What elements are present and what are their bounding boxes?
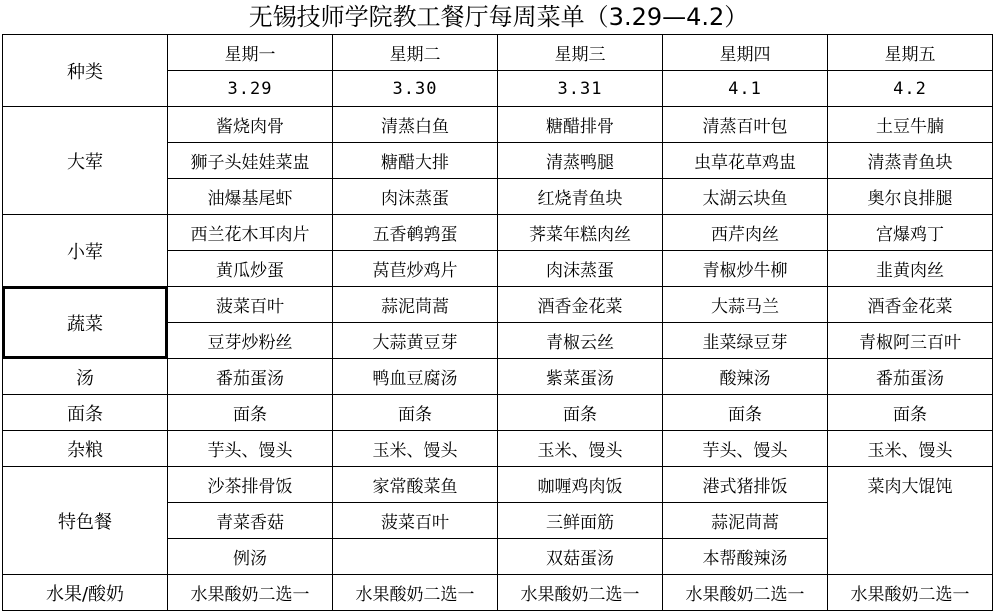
dish-cell: 肉沫蒸蛋 — [498, 251, 663, 287]
dish-cell: 肉沫蒸蛋 — [333, 179, 498, 215]
dish-cell: 面条 — [333, 395, 498, 431]
dish-cell: 土豆牛腩 — [828, 107, 993, 143]
category-cell: 小荤 — [3, 215, 168, 287]
day-header: 星期二 — [333, 35, 498, 71]
day-header: 星期一 — [168, 35, 333, 71]
dish-cell: 三鲜面筋 — [498, 503, 663, 539]
dish-cell: 宫爆鸡丁 — [828, 215, 993, 251]
dish-cell: 本帮酸辣汤 — [663, 539, 828, 575]
category-cell: 汤 — [3, 359, 168, 395]
dish-cell: 水果酸奶二选一 — [333, 575, 498, 611]
dish-cell: 水果酸奶二选一 — [498, 575, 663, 611]
category-cell: 特色餐 — [3, 467, 168, 575]
dish-cell: 酸辣汤 — [663, 359, 828, 395]
dish-cell: 太湖云块鱼 — [663, 179, 828, 215]
category-header: 种类 — [3, 35, 168, 107]
dish-cell: 蒜泥茼蒿 — [333, 287, 498, 323]
category-cell: 蔬菜 — [3, 287, 168, 359]
dish-cell: 酒香金花菜 — [828, 287, 993, 323]
dish-cell: 糖醋大排 — [333, 143, 498, 179]
dish-cell: 蒜泥茼蒿 — [663, 503, 828, 539]
dish-cell: 酱烧肉骨 — [168, 107, 333, 143]
dish-cell: 清蒸青鱼块 — [828, 143, 993, 179]
dish-cell: 菜肉大馄饨 — [828, 467, 993, 503]
category-cell: 面条 — [3, 395, 168, 431]
table-row — [3, 215, 993, 251]
dish-cell: 清蒸白鱼 — [333, 107, 498, 143]
dish-cell: 菠菜百叶 — [168, 287, 333, 323]
table-row — [3, 287, 993, 323]
dish-cell: 水果酸奶二选一 — [828, 575, 993, 611]
dish-cell: 港式猪排饭 — [663, 467, 828, 503]
table-row — [3, 575, 993, 611]
table-row — [3, 359, 993, 395]
date-header: 3.29 — [168, 71, 333, 107]
dish-cell: 咖喱鸡肉饭 — [498, 467, 663, 503]
dish-cell: 清蒸鸭腿 — [498, 143, 663, 179]
dish-cell: 大蒜黄豆芽 — [333, 323, 498, 359]
dish-cell: 例汤 — [168, 539, 333, 575]
weekly-menu-table — [2, 34, 993, 611]
date-header: 3.31 — [498, 71, 663, 107]
dish-cell: 虫草花草鸡盅 — [663, 143, 828, 179]
dish-cell: 狮子头娃娃菜盅 — [168, 143, 333, 179]
category-cell: 大荤 — [3, 107, 168, 215]
menu-table-body — [3, 35, 993, 611]
dish-cell: 面条 — [168, 395, 333, 431]
dish-cell: 家常酸菜鱼 — [333, 467, 498, 503]
dish-cell: 玉米、馒头 — [333, 431, 498, 467]
date-header: 4.2 — [828, 71, 993, 107]
dish-cell: 清蒸百叶包 — [663, 107, 828, 143]
dish-cell: 油爆基尾虾 — [168, 179, 333, 215]
dish-cell — [828, 539, 993, 575]
dish-cell: 双菇蛋汤 — [498, 539, 663, 575]
dish-cell: 紫菜蛋汤 — [498, 359, 663, 395]
category-cell: 杂粮 — [3, 431, 168, 467]
dish-cell: 青菜香菇 — [168, 503, 333, 539]
dish-cell: 芋头、馒头 — [663, 431, 828, 467]
dish-cell: 面条 — [663, 395, 828, 431]
dish-cell: 青椒炒牛柳 — [663, 251, 828, 287]
table-row — [3, 431, 993, 467]
day-header: 星期三 — [498, 35, 663, 71]
dish-cell: 番茄蛋汤 — [168, 359, 333, 395]
table-row — [3, 395, 993, 431]
dish-cell: 青椒云丝 — [498, 323, 663, 359]
table-row — [3, 107, 993, 143]
dish-cell: 莴苣炒鸡片 — [333, 251, 498, 287]
dish-cell: 糖醋排骨 — [498, 107, 663, 143]
dish-cell: 韭菜绿豆芽 — [663, 323, 828, 359]
header-days-row — [3, 35, 993, 71]
dish-cell: 荠菜年糕肉丝 — [498, 215, 663, 251]
table-row — [3, 467, 993, 503]
dish-cell: 鸭血豆腐汤 — [333, 359, 498, 395]
date-header: 4.1 — [663, 71, 828, 107]
dish-cell: 西芹肉丝 — [663, 215, 828, 251]
dish-cell: 菠菜百叶 — [333, 503, 498, 539]
dish-cell: 西兰花木耳肉片 — [168, 215, 333, 251]
dish-cell — [333, 539, 498, 575]
dish-cell: 玉米、馒头 — [828, 431, 993, 467]
dish-cell: 韭黄肉丝 — [828, 251, 993, 287]
dish-cell: 水果酸奶二选一 — [168, 575, 333, 611]
dish-cell: 豆芽炒粉丝 — [168, 323, 333, 359]
date-header: 3.30 — [333, 71, 498, 107]
category-cell: 水果/酸奶 — [3, 575, 168, 611]
dish-cell: 五香鹌鹑蛋 — [333, 215, 498, 251]
dish-cell: 番茄蛋汤 — [828, 359, 993, 395]
dish-cell — [828, 503, 993, 539]
dish-cell: 黄瓜炒蛋 — [168, 251, 333, 287]
dish-cell: 大蒜马兰 — [663, 287, 828, 323]
day-header: 星期五 — [828, 35, 993, 71]
dish-cell: 水果酸奶二选一 — [663, 575, 828, 611]
dish-cell: 沙茶排骨饭 — [168, 467, 333, 503]
dish-cell: 面条 — [498, 395, 663, 431]
dish-cell: 玉米、馒头 — [498, 431, 663, 467]
dish-cell: 芋头、馒头 — [168, 431, 333, 467]
dish-cell: 酒香金花菜 — [498, 287, 663, 323]
dish-cell: 奥尔良排腿 — [828, 179, 993, 215]
dish-cell: 红烧青鱼块 — [498, 179, 663, 215]
dish-cell: 面条 — [828, 395, 993, 431]
page-title: 无锡技师学院教工餐厅每周菜单（3.29—4.2） — [248, 3, 749, 31]
day-header: 星期四 — [663, 35, 828, 71]
dish-cell: 青椒阿三百叶 — [828, 323, 993, 359]
